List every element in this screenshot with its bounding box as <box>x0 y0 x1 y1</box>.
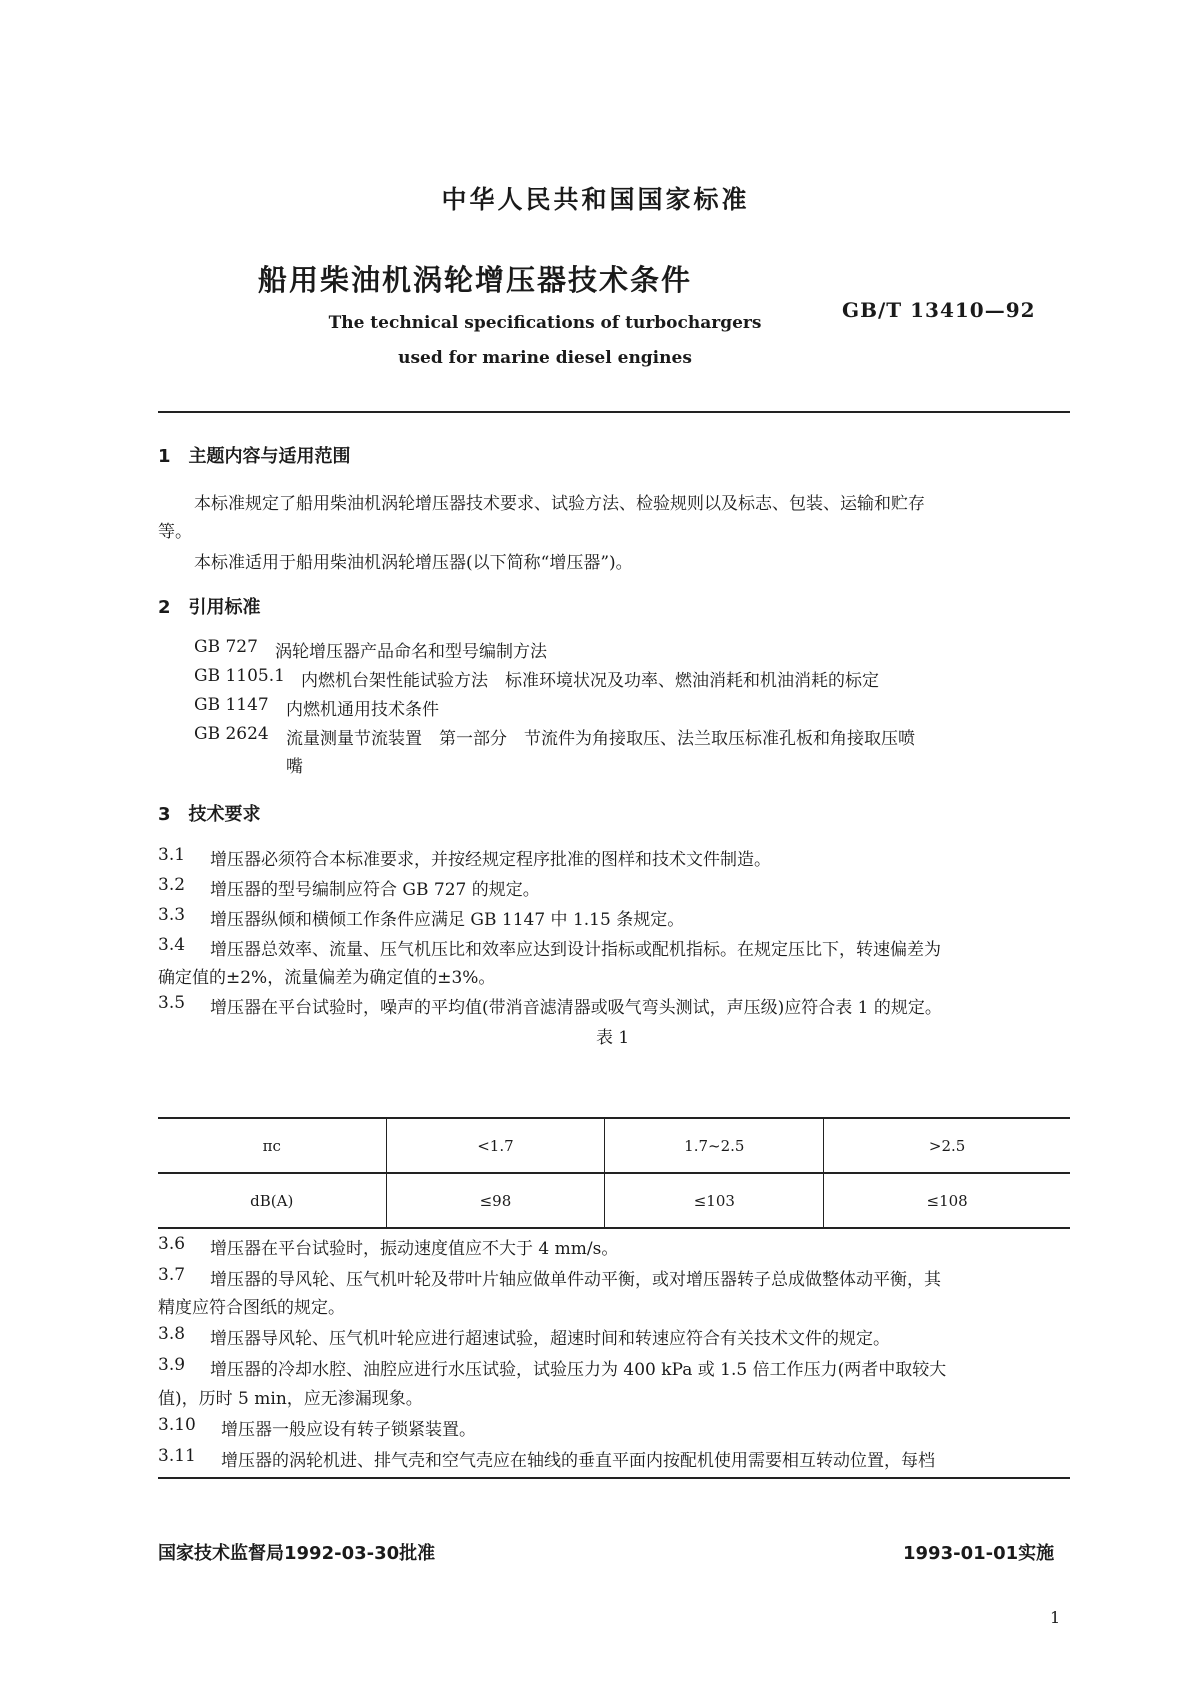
title-rule <box>158 411 1070 413</box>
table-cell: ≤108 <box>824 1173 1070 1228</box>
table-cell: dB(A) <box>158 1173 386 1228</box>
ref-title: 涡轮增压器产品命名和型号编制方法 <box>275 642 547 662</box>
clause-number: 3.10 <box>158 1415 196 1435</box>
table-row <box>158 1173 1070 1228</box>
section-1-paragraph-1-cont: 等。 <box>158 522 192 542</box>
ref-title: 内燃机台架性能试验方法 标准环境状况及功率、燃油消耗和机油消耗的标定 <box>301 671 879 691</box>
clause-text: 增压器在平台试验时，噪声的平均值(带消音滤清器或吸气弯头测试，声压级)应符合表 1 的规定。 <box>210 998 942 1018</box>
table-cell: >2.5 <box>824 1118 1070 1173</box>
ref-title-cont: 嘴 <box>286 757 303 777</box>
clause-number: 3.9 <box>158 1355 186 1375</box>
implementation-date: 1993-01-01实施 <box>903 1543 1055 1564</box>
title-en-line2: used for marine diesel engines <box>398 348 692 368</box>
ref-title: 流量测量节流装置 第一部分 节流件为角接取压、法兰取压标准孔板和角接取压喷 <box>286 729 915 749</box>
title-en-line1: The technical specifications of turbochargers <box>328 313 762 333</box>
table-cell: ≤98 <box>386 1173 605 1228</box>
table-cell: 1.7~2.5 <box>605 1118 824 1173</box>
clause-number: 3.3 <box>158 905 186 925</box>
section-3-heading: 3 技术要求 <box>158 804 261 825</box>
table-cell: <1.7 <box>386 1118 605 1173</box>
clause-number: 3.6 <box>158 1234 186 1254</box>
footer-rule <box>158 1477 1070 1479</box>
clause-text: 增压器必须符合本标准要求，并按经规定程序批准的图样和技术文件制造。 <box>210 850 771 870</box>
clause-text-cont: 确定值的±2%，流量偏差为确定值的±3%。 <box>158 968 496 988</box>
ref-title: 内燃机通用技术条件 <box>286 700 439 720</box>
clause-number: 3.2 <box>158 875 186 895</box>
clause-text: 增压器的导风轮、压气机叶轮及带叶片轴应做单件动平衡，或对增压器转子总成做整体动平衡，其 <box>210 1270 941 1290</box>
ref-code: GB 1147 <box>194 695 269 715</box>
approval-date: 国家技术监督局1992-03-30批准 <box>158 1543 436 1564</box>
ref-code: GB 2624 <box>194 724 269 744</box>
clause-text: 增压器在平台试验时，振动速度值应不大于 4 mm/s。 <box>210 1239 619 1259</box>
clause-number: 3.11 <box>158 1446 196 1466</box>
standard-code: GB/T 13410—92 <box>842 298 1036 322</box>
clause-number: 3.4 <box>158 935 186 955</box>
ref-code: GB 1105.1 <box>194 666 285 686</box>
standard-name: 中华人民共和国国家标准 <box>441 185 750 214</box>
clause-number: 3.7 <box>158 1265 186 1285</box>
clause-number: 3.1 <box>158 845 186 865</box>
clause-text: 增压器纵倾和横倾工作条件应满足 GB 1147 中 1.15 条规定。 <box>210 910 685 930</box>
clause-text: 增压器一般应设有转子锁紧装置。 <box>221 1420 476 1440</box>
clause-text: 增压器的涡轮机进、排气壳和空气壳应在轴线的垂直平面内按配机使用需要相互转动位置，每档 <box>221 1451 935 1471</box>
clause-text-cont: 值)，历时 5 min，应无渗漏现象。 <box>158 1389 423 1409</box>
table-row <box>158 1118 1070 1173</box>
title-zh: 船用柴油机涡轮增压器技术条件 <box>258 263 693 297</box>
section-2-heading: 2 引用标准 <box>158 597 261 618</box>
clause-text: 增压器导风轮、压气机叶轮应进行超速试验，超速时间和转速应符合有关技术文件的规定。 <box>210 1329 890 1349</box>
section-1-paragraph-1: 本标准规定了船用柴油机涡轮增压器技术要求、试验方法、检验规则以及标志、包装、运输和贮存 <box>194 494 925 514</box>
clause-text: 增压器的型号编制应符合 GB 727 的规定。 <box>210 880 540 900</box>
section-1-heading: 1 主题内容与适用范围 <box>158 446 351 467</box>
page-number: 1 <box>1050 1608 1061 1627</box>
table-cell: πc <box>158 1118 386 1173</box>
table-caption: 表 1 <box>596 1028 630 1048</box>
clause-number: 3.8 <box>158 1324 186 1344</box>
ref-code: GB 727 <box>194 637 258 657</box>
clause-text: 增压器的冷却水腔、油腔应进行水压试验，试验压力为 400 kPa 或 1.5 倍工作压力(两者中取较大 <box>210 1360 947 1380</box>
noise-table <box>158 1117 1070 1229</box>
clause-number: 3.5 <box>158 993 186 1013</box>
clause-text: 增压器总效率、流量、压气机压比和效率应达到设计指标或配机指标。在规定压比下，转速偏差为 <box>210 940 941 960</box>
section-1-paragraph-2: 本标准适用于船用柴油机涡轮增压器(以下简称“增压器”)。 <box>194 553 633 573</box>
table-cell: ≤103 <box>605 1173 824 1228</box>
clause-text-cont: 精度应符合图纸的规定。 <box>158 1298 345 1318</box>
